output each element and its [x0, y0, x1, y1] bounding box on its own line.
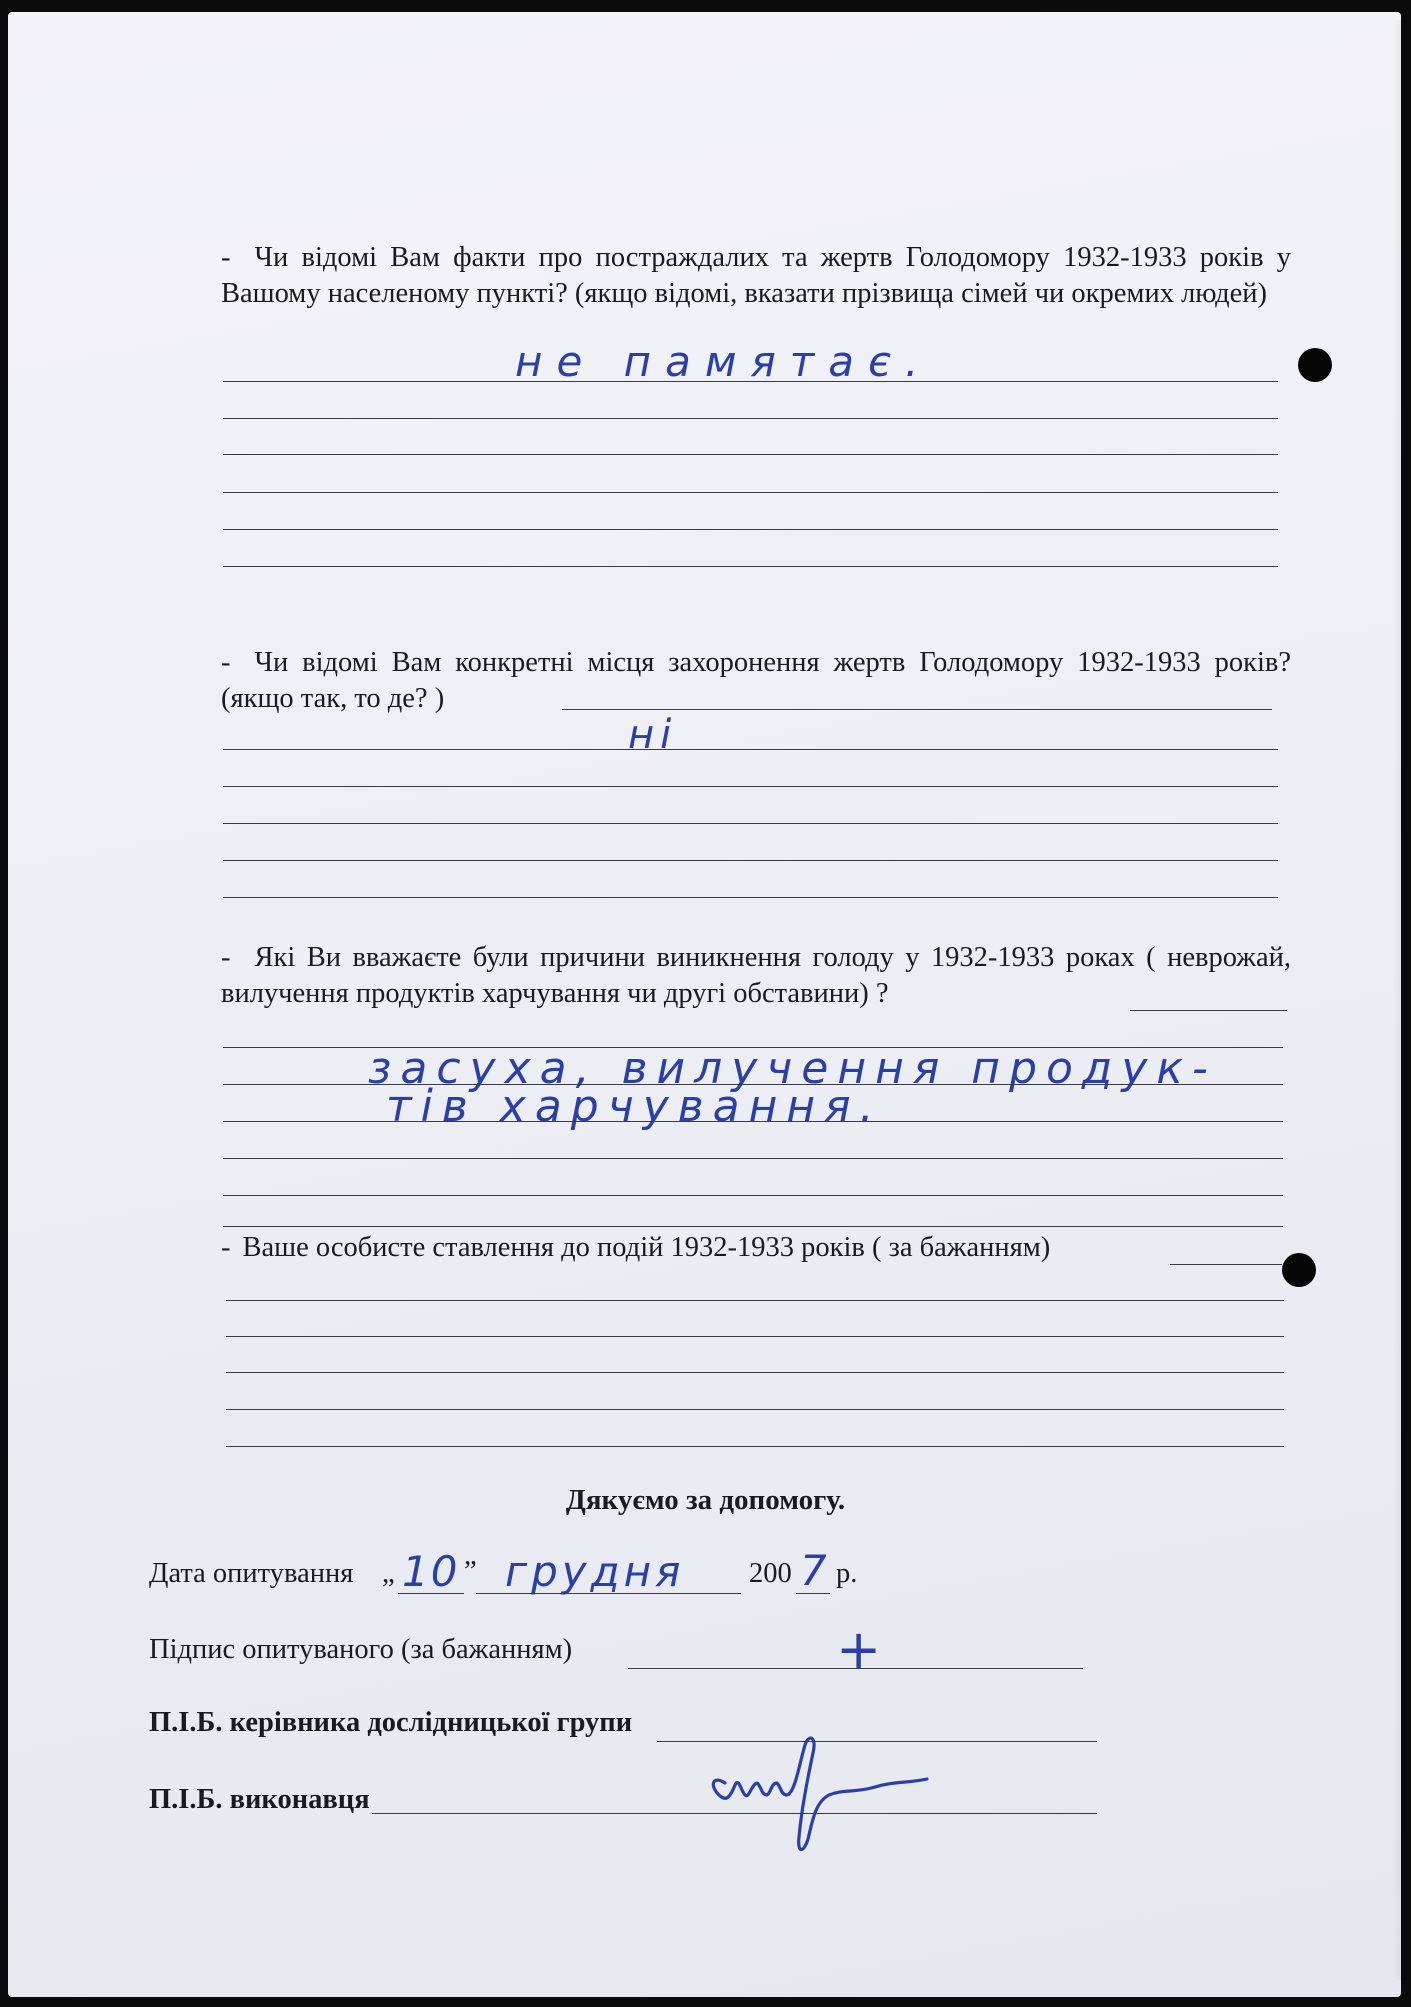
answer-line — [226, 1409, 1284, 1410]
page-edge-shadow — [1393, 20, 1407, 1980]
question-text: Чи відомі Вам факти про постраждалих та жертв Голодомору 1932-1933 років у Вашому населеному пункті? (якщо відомі, вказати прізвища сімей чи окремих людей) — [221, 242, 1291, 309]
answer-line — [223, 860, 1278, 861]
answer-1-handwriting: не памятає. — [515, 337, 933, 386]
date-year-suffix: р. — [836, 1558, 858, 1589]
date-close-quote: ” — [464, 1556, 477, 1587]
answer-line — [223, 1195, 1283, 1196]
punch-hole-bottom — [1282, 1253, 1316, 1287]
punch-hole-top — [1298, 348, 1332, 382]
date-year-digit-handwriting: 7 — [800, 1546, 827, 1595]
date-year-line — [796, 1593, 830, 1594]
answer-line — [223, 418, 1278, 419]
date-label: Дата опитування — [149, 1558, 354, 1589]
date-month-handwriting: грудня — [505, 1547, 685, 1596]
executor-signature-scribble — [705, 1725, 945, 1865]
answer-line — [226, 1372, 1284, 1373]
question-text: Які Ви вважаєте були причини виникнення голоду у 1932-1933 роках ( неврожай, вилучення продуктів харчування чи другі обставини) ? — [221, 942, 1291, 1009]
answer-3-handwriting-line-2: тів харчування. — [386, 1081, 883, 1132]
answer-line — [223, 454, 1278, 455]
answer-line — [226, 1446, 1284, 1447]
question-dash: - — [221, 942, 231, 973]
answer-line — [223, 529, 1278, 530]
answer-3-handwriting-line-1: засуха, вилучення продук- — [368, 1043, 1217, 1094]
answer-line — [1170, 1264, 1282, 1265]
question-text: Ваше особисте ставлення до подій 1932-1933 років ( за бажанням) — [242, 1232, 1051, 1263]
answer-line — [223, 1121, 1283, 1122]
answer-line — [223, 566, 1278, 567]
date-open-quote: „ — [382, 1558, 395, 1589]
question-1 — [221, 240, 1291, 312]
group-leader-label: П.І.Б. керівника дослідницької групи — [149, 1707, 633, 1738]
answer-line — [1130, 1010, 1287, 1011]
question-dash: - — [221, 647, 231, 678]
answer-line — [226, 1336, 1284, 1337]
answer-2-handwriting: ні — [628, 712, 678, 758]
date-month-line — [476, 1593, 741, 1594]
thanks-heading: Дякуємо за допомогу. — [565, 1484, 846, 1516]
answer-line — [223, 749, 1278, 750]
question-4 — [221, 1230, 1181, 1266]
answer-line — [226, 1300, 1284, 1301]
question-dash: - — [221, 242, 231, 273]
date-day-line — [398, 1593, 464, 1594]
question-3 — [221, 940, 1291, 1012]
question-text: Чи відомі Вам конкретні місця захоронення жертв Голодомору 1932-1933 років? (якщо так, то де? ) — [221, 647, 1291, 714]
answer-line — [223, 786, 1278, 787]
answer-line — [562, 709, 1272, 710]
date-day-handwriting: 10 — [402, 1547, 460, 1596]
question-2 — [221, 645, 1291, 717]
answer-line — [223, 897, 1278, 898]
answer-line — [223, 823, 1278, 824]
answer-line — [223, 492, 1278, 493]
answer-line — [223, 1158, 1283, 1159]
answer-line — [223, 381, 1278, 382]
date-year-prefix: 200 — [749, 1558, 792, 1589]
respondent-signature-mark: + — [836, 1618, 882, 1681]
answer-line — [223, 1226, 1283, 1227]
question-dash: - — [221, 1232, 231, 1263]
executor-label: П.І.Б. виконавця — [149, 1784, 370, 1815]
respondent-signature-label: Підпис опитуваного (за бажанням) — [149, 1634, 573, 1665]
